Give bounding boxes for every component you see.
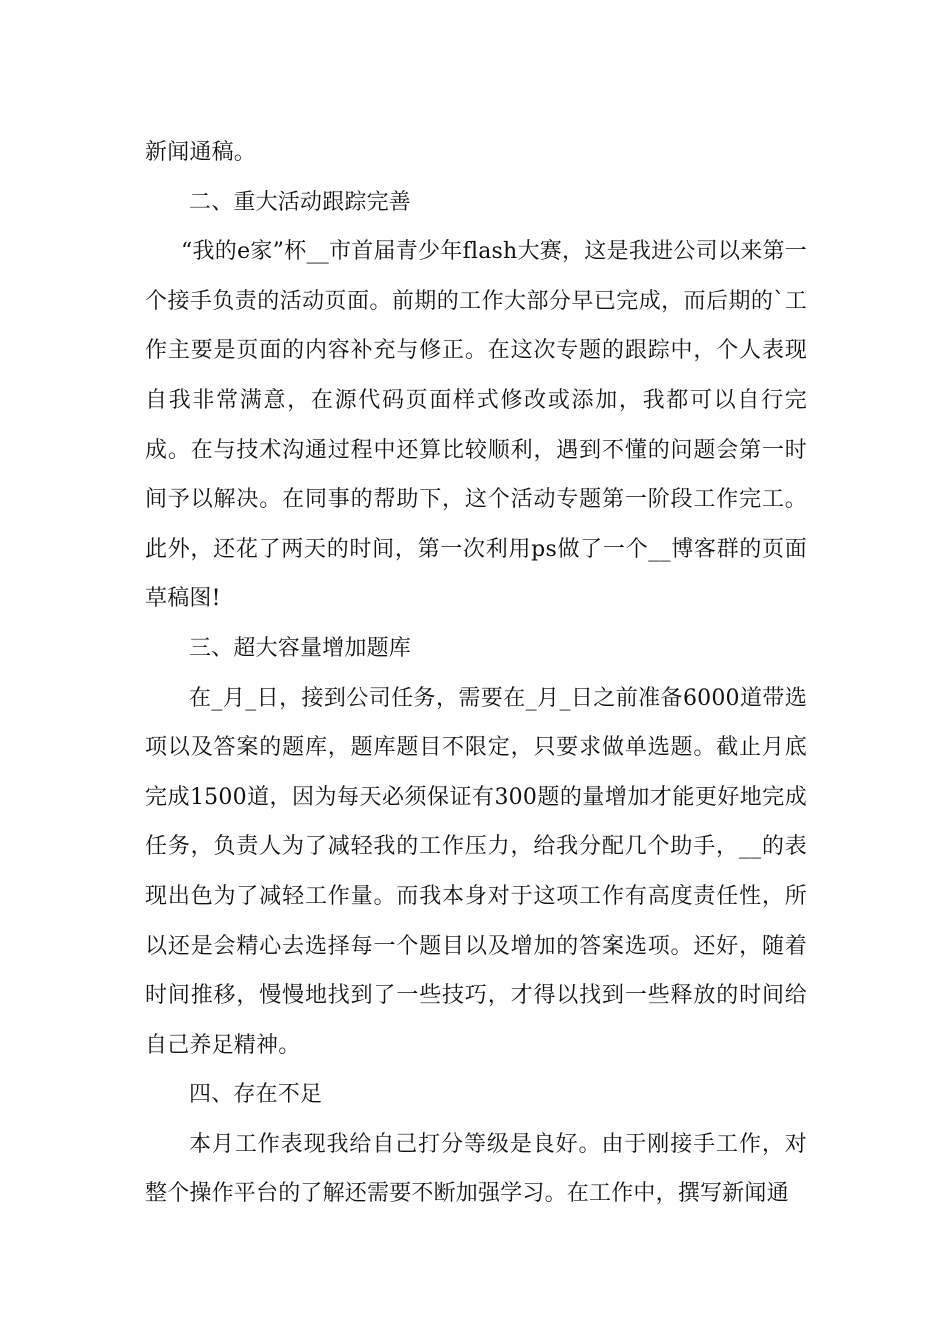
paragraph-continuation: 新闻通稿。 (145, 140, 257, 165)
section-heading-3: 三、超大容量增加题库 (189, 635, 412, 661)
document-body (145, 128, 807, 1219)
section-heading-4: 四、存在不足 (189, 1082, 323, 1108)
paragraph-question-bank: 在_月_日，接到公司任务，需要在_月_日之前准备6000道带选项以及答案的题库，题库题目不限定，只要求做单选题。截止月底完成1500道，因为每天必须保证有300题的量增加才能更好地完成任务，负责人为了减轻我的工作压力，给我分配几个助手，__的表现出色为了减轻工作量。而我本身对于这项工作有高度责任性，所以还是会精心去选择每一个题目以及增加的答案选项。还好，随着时间推移，慢慢地找到了一些技巧，才得以找到一些释放的时间给自己养足精神。 (145, 685, 807, 1058)
paragraph-flash-contest: “我的e家”杯__市首届青少年flash大赛，这是我进公司以来第一个接手负责的活动页面。前期的工作大部分早已完成，而后期的`工作主要是页面的内容补充与修正。在这次专题的跟踪中，个人表现自我非常满意，在源代码页面样式修改或添加，我都可以自行完成。在与技术沟通过程中还算比较顺利，遇到不懂的问题会第一时间予以解决。在同事的帮助下，这个活动专题第一阶段工作完工。此外，还花了两天的时间，第一次利用ps做了一个__博客群的页面草稿图! (145, 239, 807, 612)
section-heading-2: 二、重大活动跟踪完善 (189, 189, 412, 215)
paragraph-shortcomings: 本月工作表现我给自己打分等级是良好。由于刚接手工作，对整个操作平台的了解还需要不断加强学习。在工作中，撰写新闻通 (145, 1131, 807, 1207)
